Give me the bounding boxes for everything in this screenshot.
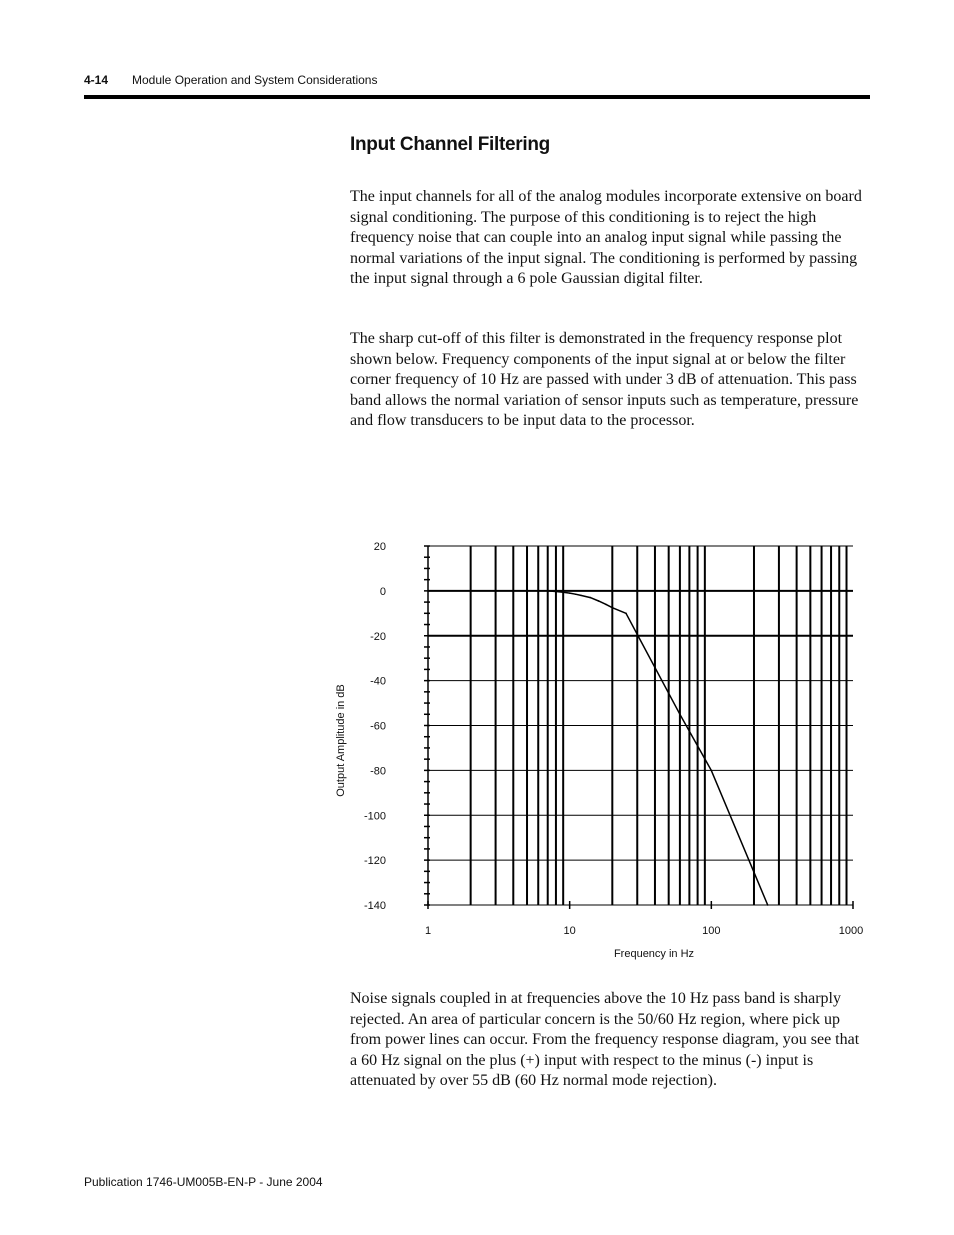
data-point <box>767 904 769 906</box>
y-tick-label: 0 <box>379 585 386 598</box>
paragraph-noise: Noise signals coupled in at frequencies above the 10 Hz pass band is sharply rejected. An area of particular concern is the 50/60 Hz region, where pick up from power lines can occur. From the frequency response diagram, you see that a 60 Hz signal on the plus (+) input with respect to the minus (-) input is attenuated by over 55 dB (60 Hz normal mode rejection). <box>350 990 860 1089</box>
y-tick-label: -20 <box>370 630 386 643</box>
y-tick-label: -40 <box>370 675 386 688</box>
section-title: Input Channel Filtering <box>350 134 550 155</box>
chart-grid <box>428 546 853 905</box>
data-point <box>580 595 582 597</box>
frequency-response-chart <box>330 530 870 970</box>
data-point <box>612 607 614 609</box>
header-rule <box>84 95 870 99</box>
data-point <box>711 770 713 772</box>
x-tick-label: 1 <box>424 925 432 937</box>
y-tick-label: -100 <box>363 810 386 823</box>
chart-labels <box>335 541 863 960</box>
data-point <box>598 600 600 602</box>
y-tick-label: -80 <box>370 765 386 778</box>
data-point <box>605 604 607 606</box>
chart-ticks <box>424 546 853 909</box>
data-point <box>569 592 571 594</box>
x-tick-label: 100 <box>702 925 721 937</box>
data-point <box>679 713 681 715</box>
chart-series <box>547 590 769 906</box>
response-curve <box>548 591 768 905</box>
y-tick-label: -120 <box>363 855 386 868</box>
paragraph-intro: The input channels for all of the analog modules incorporate extensive on board signal conditioning. The purpose of this conditioning is to reject the high frequency noise that can couple into an analog input signal while passing the normal variations of the input signal. The conditioning is performed by passing the input signal through a 6 pole Gaussian digital filter. <box>350 188 862 287</box>
x-axis-title: Frequency in Hz <box>613 948 695 960</box>
paragraph-cutoff: The sharp cut-off of this filter is demonstrated in the frequency response plot shown below. Frequency components of the input signal at or below the filter corner frequency of 10 Hz are passed with under 3 dB of attenuation. This pass band allows the normal variation of sensor inputs such as temperature, pressure and flow transducers to be input data to the processor. <box>350 330 859 429</box>
y-tick-label: 20 <box>373 541 386 553</box>
y-tick-label: -60 <box>370 720 386 733</box>
y-tick-label: -140 <box>363 900 386 912</box>
data-point <box>575 593 577 595</box>
x-tick-label: 1000 <box>838 925 864 937</box>
data-point <box>562 591 564 593</box>
x-tick-label: 10 <box>563 925 576 937</box>
data-point <box>590 597 592 599</box>
data-point <box>555 591 557 593</box>
data-point <box>625 613 627 615</box>
chapter-title: Module Operation and System Considerations <box>132 73 378 87</box>
page-number: 4-14 <box>84 73 109 87</box>
data-point <box>547 590 549 592</box>
publication-footer: Publication 1746-UM005B-EN-P - June 2004 <box>84 1175 323 1189</box>
y-axis-title: Output Amplitude in dB <box>335 684 347 797</box>
